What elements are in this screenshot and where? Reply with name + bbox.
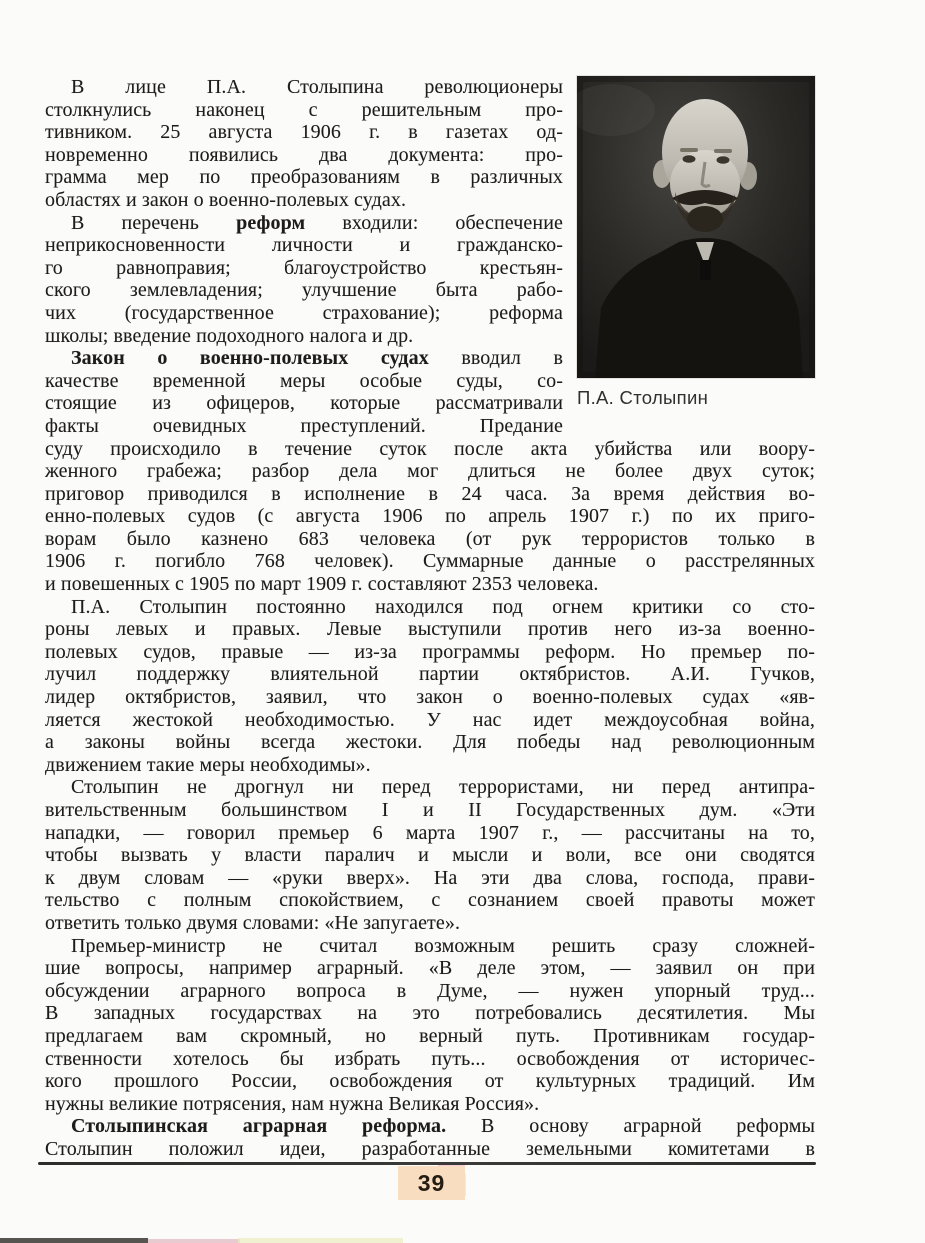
text-line: ответить только двумя словами: «Не запугаете».	[45, 911, 461, 934]
page-number-badge	[398, 1166, 465, 1200]
text-line: стоящие из офицеров, которые рассматривали	[45, 392, 563, 415]
paragraph	[45, 596, 815, 777]
text-line: приговор приводился в исполнение в 24 часа. За время действия во-	[45, 482, 815, 505]
text-line: В перечень реформ входили: обеспечение	[71, 211, 563, 234]
scan-edge-yellow	[238, 1238, 403, 1243]
text-line: роны левых и правых. Левые выступили против него из-за военно-	[45, 618, 815, 641]
scan-edge-dark	[0, 1238, 148, 1243]
text-line: кого прошлого России, освобождения от культурных традиций. Им	[45, 1070, 815, 1093]
text-line: грамма мер по преобразованиям в различных	[45, 166, 563, 189]
text-line: женного грабежа; разбор дела мог длиться не более двух суток;	[45, 460, 815, 483]
text-line: нужны великие потрясения, нам нужна Великая Россия».	[45, 1092, 540, 1115]
photo-caption: П.А. Столыпин	[577, 387, 709, 408]
text-line: чих (государственное страхование); реформа	[45, 301, 563, 324]
text-line: Закон о военно-полевых судах вводил в	[71, 347, 563, 370]
text-line: школы; введение подоходного налога и др.	[45, 324, 414, 347]
text-line: нападки, — говорил премьер 6 марта 1907 г., — рассчитаны на то,	[45, 821, 815, 844]
text-line: В западных государствах на это потребовались десятилетия. Мы	[45, 1002, 815, 1025]
text-line: а законы войны всегда жестоки. Для победы над революционным	[45, 731, 815, 754]
text-line: столкнулись наконец с решительным про-	[45, 98, 563, 121]
text-line: ского землевладения; улучшение быта рабо-	[45, 279, 563, 302]
text-line: предлагаем вам скромный, но верный путь. Противникам государ-	[45, 1024, 815, 1047]
text-line: шие вопросы, например аграрный. «В деле этом, — заявил он при	[45, 957, 815, 980]
paragraph	[45, 776, 815, 934]
text-line: ляется жестокой необходимостью. У нас идет междоусобная война,	[45, 708, 815, 731]
text-line: новременно появились два документа: про-	[45, 143, 563, 166]
text-line: Столыпин положил идеи, разработанные земельными комитетами в	[45, 1137, 815, 1160]
text-line: тельство с полным спокойствием, с сознанием своей правоты может	[45, 889, 815, 912]
text-line: ворам было казнено 683 человека (от рук террористов только в	[45, 527, 815, 550]
text-line: чтобы вызвать у власти паралич и мысли и воли, все они сводятся	[45, 844, 815, 867]
text-line: суду происходило в течение суток после акта убийства или воору-	[45, 437, 815, 460]
text-line: лучил поддержку влиятельной партии октябристов. А.И. Гучков,	[45, 663, 815, 686]
text-line: В лице П.А. Столыпина революционеры	[71, 76, 563, 98]
text-line: Столыпин не дрогнул ни перед террористами, ни перед антипра-	[71, 776, 815, 799]
portrait-figure	[577, 76, 815, 410]
text-line: факты очевидных преступлений. Предание	[45, 414, 563, 437]
text-line: к двум словам — «руки вверх». На эти два слова, господа, прави-	[45, 866, 815, 889]
stolypin-photo	[577, 76, 815, 378]
page-number: 39	[417, 1169, 446, 1196]
text-line: ственности хотелось бы избрать путь... освобождения от историчес-	[45, 1047, 815, 1070]
text-line: неприкосновенности личности и гражданско-	[45, 234, 563, 257]
text-line: тивником. 25 августа 1906 г. в газетах од-	[45, 121, 563, 144]
text-line: П.А. Столыпин постоянно находился под огнем критики со сто-	[71, 595, 815, 618]
text-line: обсуждении аграрного вопроса в Думе, — нужен упорный труд...	[45, 979, 815, 1002]
text-line: и повешенных с 1905 по март 1909 г. составляют 2353 человека.	[45, 573, 599, 596]
text-line: енно-полевых судов (с августа 1906 по апрель 1907 г.) по их приго-	[45, 505, 815, 528]
text-line: качестве временной меры особые суды, со-	[45, 369, 563, 392]
text-line: Столыпинская аграрная реформа. В основу аграрной реформы	[71, 1115, 815, 1138]
paragraph	[45, 935, 815, 1116]
text-line: областях и закон о военно-полевых судах.	[45, 188, 407, 211]
text-line: движением такие меры необходимы».	[45, 753, 371, 776]
page-content	[45, 76, 815, 1161]
text-line: лидер октябристов, заявил, что закон о военно-полевых судах «яв-	[45, 686, 815, 709]
text-line: полевых судов, правые — из-за программы реформ. Но премьер по-	[45, 640, 815, 663]
paragraph	[45, 1115, 815, 1160]
scan-edge-pink	[148, 1239, 240, 1243]
text-line: го равноправия; благоустройство крестьян-	[45, 256, 563, 279]
tie	[700, 260, 711, 280]
portrait-photo-drawing	[577, 76, 815, 378]
text-line: 1906 г. погибло 768 человек). Суммарные данные о расстрелянных	[45, 550, 815, 573]
text-line: вительственным большинством I и II Государственных дум. «Эти	[45, 799, 815, 821]
footer-rule	[38, 1162, 816, 1165]
text-line: Премьер-министр не считал возможным решить сразу сложней-	[71, 934, 815, 957]
